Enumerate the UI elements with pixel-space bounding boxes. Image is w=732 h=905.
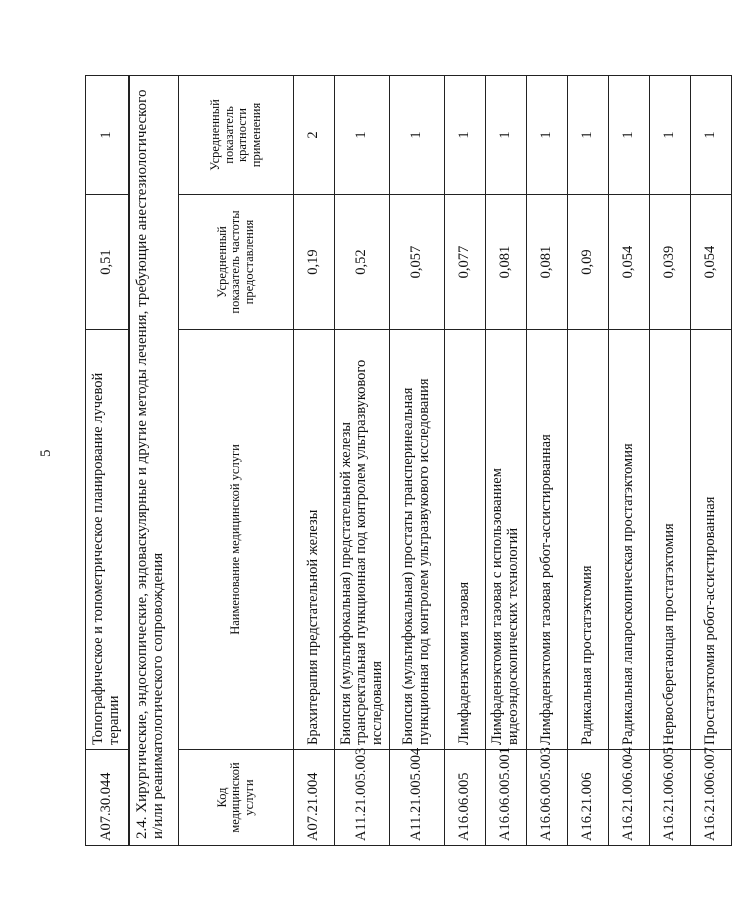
table-row	[650, 75, 691, 845]
cell-frequency: 0,081	[527, 195, 568, 330]
table-row	[445, 75, 486, 845]
cell-frequency: 0,054	[609, 195, 650, 330]
table-row	[335, 75, 390, 845]
table-row	[486, 75, 527, 845]
cell-multiplicity: 1	[568, 75, 609, 194]
page-number: 5	[38, 449, 54, 457]
cell-multiplicity: 1	[445, 75, 486, 194]
services-table	[129, 75, 732, 846]
cell-multiplicity: 1	[335, 75, 390, 194]
table-row	[609, 75, 650, 845]
cell-frequency: 0,51	[86, 195, 129, 330]
cell-code: A16.21.006.004	[609, 750, 650, 846]
cell-code: A11.21.005.004	[390, 750, 445, 846]
header-code: Код медицинской услуги	[179, 750, 294, 846]
header-row	[179, 75, 294, 845]
cell-name: Радикальная простатэктомия	[568, 330, 609, 750]
cell-code: A16.06.005	[445, 750, 486, 846]
cell-name: Радикальная лапароскопическая простатэктомия	[609, 330, 650, 750]
cell-frequency: 0,52	[335, 195, 390, 330]
cell-code: A16.21.006.007	[691, 750, 732, 846]
cell-frequency: 0,054	[691, 195, 732, 330]
cell-multiplicity: 1	[390, 75, 445, 194]
cell-multiplicity: 2	[294, 75, 335, 194]
cell-code: A16.06.005.003	[527, 750, 568, 846]
cell-code: A16.06.005.001	[486, 750, 527, 846]
top-table	[85, 75, 129, 846]
table-row	[86, 76, 129, 846]
section-row	[130, 75, 179, 845]
cell-name: Топографическое и топометрическое планирование лучевой терапии	[86, 330, 129, 750]
table-row	[691, 75, 732, 845]
cell-multiplicity: 1	[650, 75, 691, 194]
section-title: 2.4. Хирургические, эндоскопические, эндоваскулярные и другие методы лечения, требующие анестезиологического и/или реаниматологического сопровождения	[130, 75, 179, 845]
cell-frequency: 0,039	[650, 195, 691, 330]
header-name: Наименование медицинской услуги	[179, 330, 294, 750]
cell-multiplicity: 1	[527, 75, 568, 194]
cell-multiplicity: 1	[86, 76, 129, 195]
table-row	[568, 75, 609, 845]
cell-code: A16.21.006.005	[650, 750, 691, 846]
cell-code: A16.21.006	[568, 750, 609, 846]
table-row	[527, 75, 568, 845]
cell-name: Лимфаденэктомия тазовая робот-ассистированная	[527, 330, 568, 750]
cell-name: Лимфаденэктомия тазовая с использованием видеоэндоскопических технологий	[486, 330, 527, 750]
cell-name: Брахитерапия предстательной железы	[294, 330, 335, 750]
cell-multiplicity: 1	[609, 75, 650, 194]
cell-name: Биопсия (мультифокальная) предстательной железы трансректальная пункционная под контролем ультразвукового исследования	[335, 330, 390, 750]
cell-frequency: 0,19	[294, 195, 335, 330]
cell-frequency: 0,09	[568, 195, 609, 330]
cell-frequency: 0,077	[445, 195, 486, 330]
table-row	[390, 75, 445, 845]
table-row	[294, 75, 335, 845]
header-frequency: Усредненный показатель частоты предоставления	[179, 195, 294, 330]
cell-name: Нервосберегающая простатэктомия	[650, 330, 691, 750]
cell-code: A07.30.044	[86, 750, 129, 846]
cell-frequency: 0,057	[390, 195, 445, 330]
cell-code: A07.21.004	[294, 750, 335, 846]
cell-name: Лимфаденэктомия тазовая	[445, 330, 486, 750]
cell-multiplicity: 1	[691, 75, 732, 194]
cell-name: Биопсия (мультифокальная) простаты трансперинеальная пункционная под контролем ультразвукового исследования	[390, 330, 445, 750]
cell-frequency: 0,081	[486, 195, 527, 330]
cell-code: A11.21.005.003	[335, 750, 390, 846]
header-multiplicity: Усредненный показатель кратности применения	[179, 75, 294, 194]
cell-name: Простатэктомия робот-ассистированная	[691, 330, 732, 750]
cell-multiplicity: 1	[486, 75, 527, 194]
